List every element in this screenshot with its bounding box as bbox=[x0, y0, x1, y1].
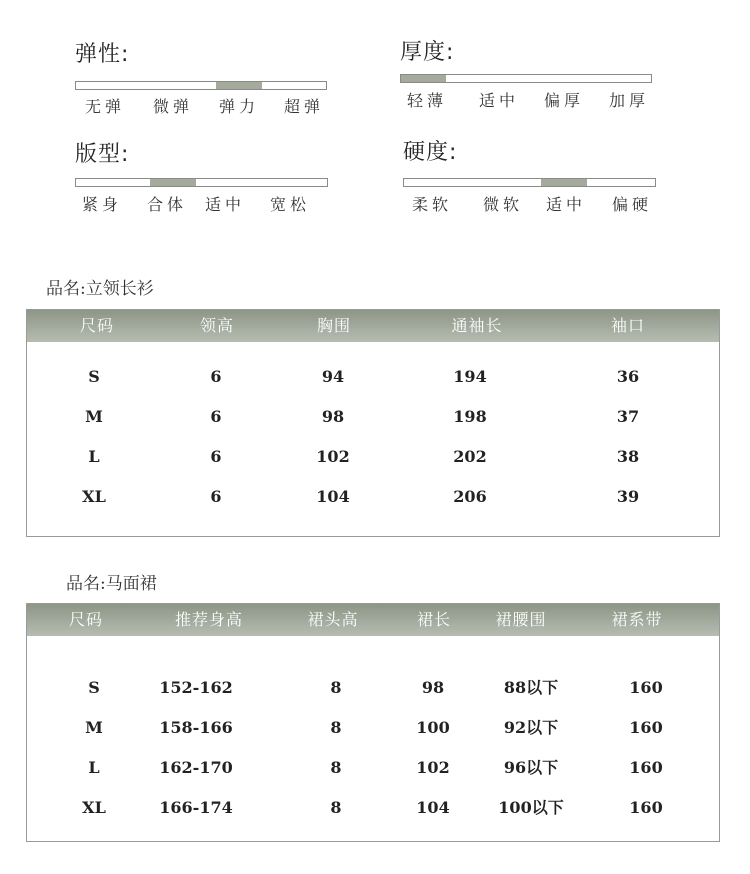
table-cell: 8 bbox=[330, 758, 342, 777]
attribute-option: 超弹 bbox=[283, 97, 324, 116]
table-cell: 6 bbox=[210, 367, 222, 386]
attribute-option: 适中 bbox=[204, 195, 245, 214]
size-table-skirt bbox=[26, 603, 720, 842]
table-cell: S bbox=[88, 678, 100, 697]
attribute-option: 加厚 bbox=[608, 91, 649, 110]
attribute-scale-selected bbox=[401, 75, 446, 82]
table-row bbox=[27, 668, 719, 708]
header-cell: 裙系带 bbox=[611, 610, 663, 629]
header-cell: 尺码 bbox=[79, 316, 114, 335]
table-cell: 96以下 bbox=[503, 758, 559, 777]
table-cell: S bbox=[88, 367, 100, 386]
table-cell: 102 bbox=[416, 758, 450, 777]
table-cell: 160 bbox=[629, 758, 663, 777]
attribute-option: 轻薄 bbox=[406, 91, 447, 110]
attribute-elasticity bbox=[75, 42, 331, 122]
attribute-option: 紧身 bbox=[81, 195, 122, 214]
table-cell: 37 bbox=[616, 407, 640, 426]
table-cell: 36 bbox=[616, 367, 640, 386]
table-cell: 160 bbox=[629, 678, 663, 697]
attribute-title: 版型: bbox=[75, 142, 130, 167]
attribute-option: 微软 bbox=[482, 195, 523, 214]
table-cell: 152-162 bbox=[159, 678, 233, 697]
table-cell: 39 bbox=[616, 487, 640, 506]
attribute-hardness bbox=[403, 140, 659, 220]
table-row bbox=[27, 788, 719, 828]
table-cell: M bbox=[85, 407, 103, 426]
table-row bbox=[27, 437, 719, 477]
table-cell: 6 bbox=[210, 447, 222, 466]
table-row bbox=[27, 357, 719, 397]
table-cell: 100 bbox=[416, 718, 450, 737]
attribute-fit bbox=[75, 142, 331, 222]
table-cell: 162-170 bbox=[159, 758, 233, 777]
table-cell: 166-174 bbox=[159, 798, 233, 817]
attribute-option: 微弹 bbox=[152, 97, 193, 116]
attribute-title: 弹性: bbox=[75, 42, 130, 67]
table-cell: 38 bbox=[616, 447, 640, 466]
attribute-scale-bar bbox=[75, 81, 327, 90]
table-cell: 92以下 bbox=[503, 718, 559, 737]
attribute-thickness bbox=[400, 40, 656, 120]
table-cell: 206 bbox=[453, 487, 487, 506]
header-cell: 裙头高 bbox=[307, 610, 359, 629]
header-cell: 通袖长 bbox=[451, 316, 503, 335]
attribute-option: 偏厚 bbox=[543, 91, 584, 110]
product-name: 品名:立领长衫 bbox=[46, 279, 154, 299]
header-cell: 裙腰围 bbox=[495, 610, 547, 629]
size-table-shirt bbox=[26, 309, 720, 537]
table-cell: 102 bbox=[316, 447, 350, 466]
table-cell: XL bbox=[82, 487, 106, 506]
table-cell: 88以下 bbox=[503, 678, 559, 697]
attribute-option: 宽松 bbox=[269, 195, 310, 214]
table-cell: 160 bbox=[629, 718, 663, 737]
attribute-option: 适中 bbox=[478, 91, 519, 110]
attribute-scale-selected bbox=[541, 179, 587, 186]
table-cell: 98 bbox=[321, 407, 345, 426]
table-cell: 8 bbox=[330, 718, 342, 737]
attribute-scale-bar bbox=[75, 178, 328, 187]
table-cell: 198 bbox=[453, 407, 487, 426]
attribute-scale-bar bbox=[400, 74, 652, 83]
attribute-title: 厚度: bbox=[400, 40, 455, 65]
table-row bbox=[27, 477, 719, 517]
attribute-scale-bar bbox=[403, 178, 656, 187]
header-cell: 尺码 bbox=[68, 610, 103, 629]
header-cell: 领高 bbox=[199, 316, 234, 335]
attribute-option: 偏硬 bbox=[611, 195, 652, 214]
table-cell: 98 bbox=[421, 678, 445, 697]
attribute-option: 无弹 bbox=[84, 97, 125, 116]
product-name: 品名:马面裙 bbox=[66, 574, 157, 594]
attribute-scale-selected bbox=[150, 179, 196, 186]
table-row bbox=[27, 748, 719, 788]
attribute-option: 合体 bbox=[146, 195, 187, 214]
header-cell: 袖口 bbox=[610, 316, 645, 335]
table-header bbox=[27, 310, 719, 342]
table-cell: 104 bbox=[416, 798, 450, 817]
table-cell: M bbox=[85, 718, 103, 737]
table-cell: 202 bbox=[453, 447, 487, 466]
table-cell: 94 bbox=[321, 367, 345, 386]
table-cell: L bbox=[88, 758, 100, 777]
table-cell: 8 bbox=[330, 678, 342, 697]
table-row bbox=[27, 397, 719, 437]
table-header bbox=[27, 604, 719, 636]
attribute-option: 柔软 bbox=[411, 195, 452, 214]
attribute-title: 硬度: bbox=[403, 140, 458, 165]
table-row bbox=[27, 708, 719, 748]
attribute-scale-selected bbox=[216, 82, 262, 89]
table-cell: 8 bbox=[330, 798, 342, 817]
header-cell: 裙长 bbox=[416, 610, 451, 629]
table-cell: L bbox=[88, 447, 100, 466]
attribute-option: 适中 bbox=[545, 195, 586, 214]
table-cell: 194 bbox=[453, 367, 487, 386]
table-cell: XL bbox=[82, 798, 106, 817]
table-cell: 6 bbox=[210, 407, 222, 426]
table-cell: 6 bbox=[210, 487, 222, 506]
header-cell: 推荐身高 bbox=[174, 610, 243, 629]
table-cell: 160 bbox=[629, 798, 663, 817]
table-cell: 158-166 bbox=[159, 718, 233, 737]
attribute-option: 弹力 bbox=[218, 97, 259, 116]
header-cell: 胸围 bbox=[316, 316, 351, 335]
table-cell: 104 bbox=[316, 487, 350, 506]
table-cell: 100以下 bbox=[498, 798, 564, 817]
